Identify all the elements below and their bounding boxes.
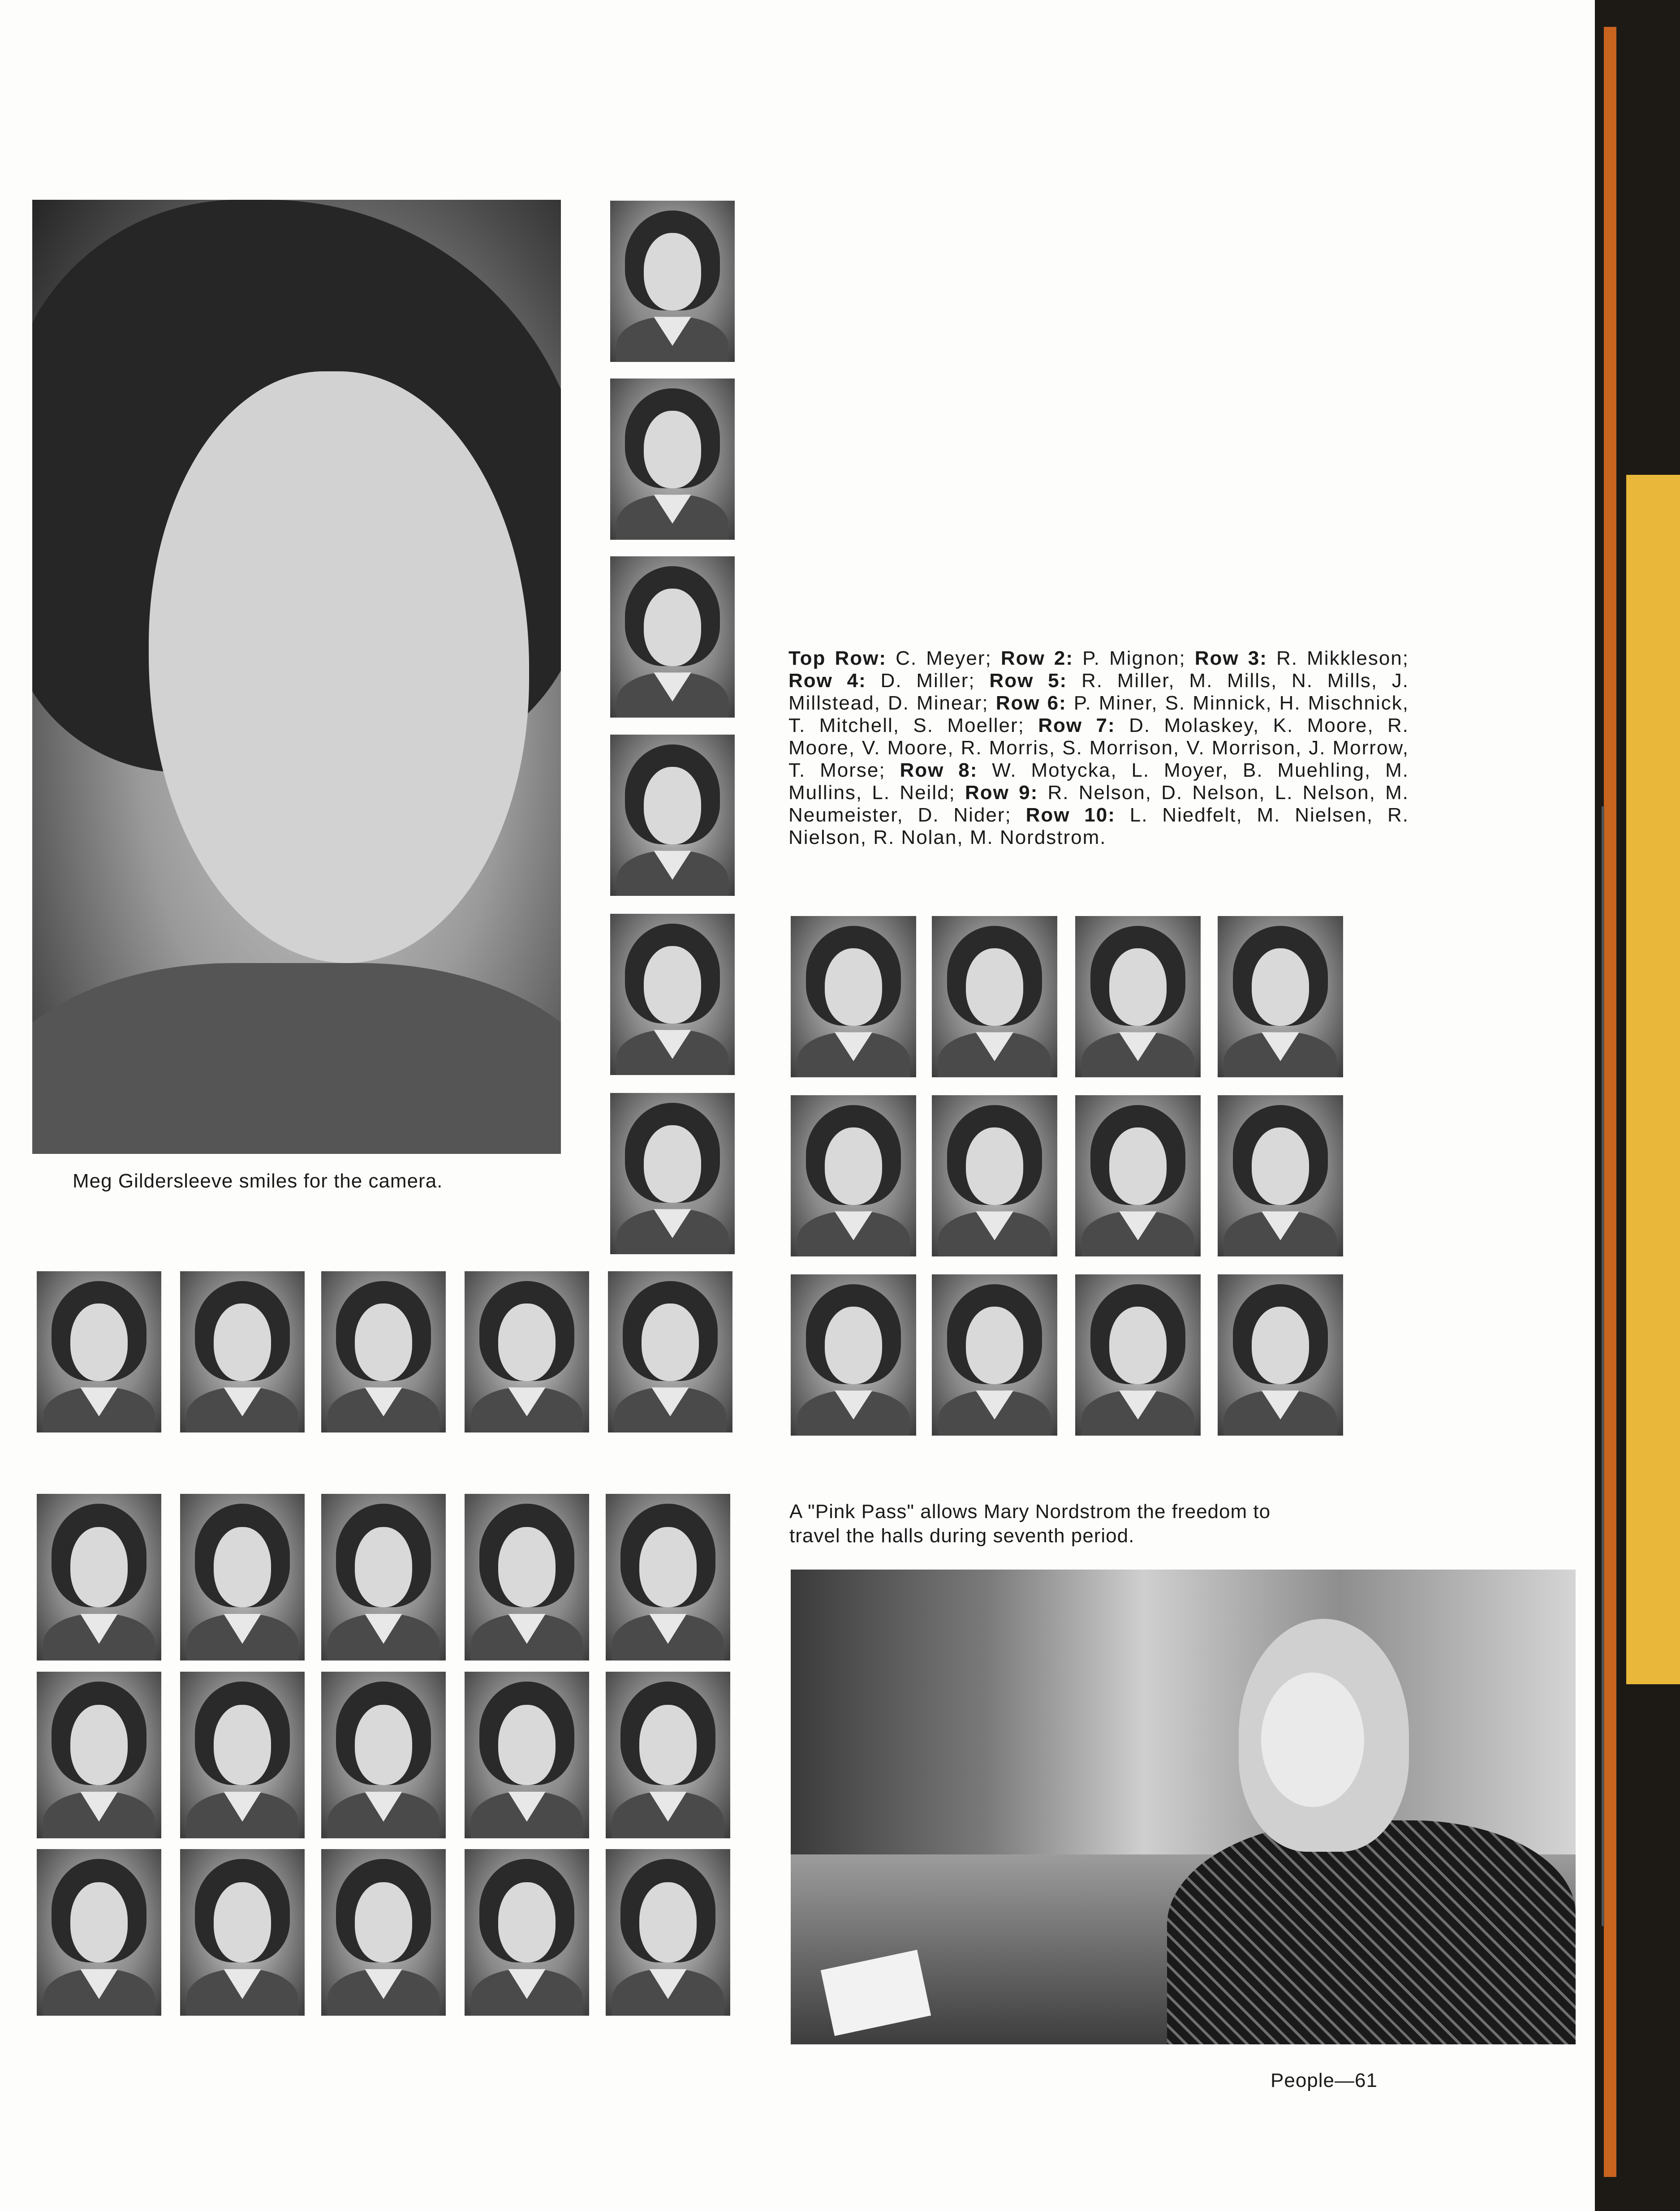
roster-row-label: Row 7: (1038, 714, 1116, 736)
student-portrait (321, 1271, 446, 1432)
student-portrait (37, 1849, 161, 2016)
roster-row-names: D. Molaskey, K. Moore, R. Moore, V. Moore, R. Morris, S. Morrison, V. Morrison, J. Morrow, T. Morse; (788, 714, 1409, 781)
roster-row-label: Row 2: (1000, 647, 1073, 669)
student-portrait (465, 1672, 589, 1838)
student-portrait (180, 1271, 305, 1432)
feature-photo-caption: Meg Gildersleeve smiles for the camera. (73, 1170, 443, 1192)
student-portrait (1218, 1095, 1343, 1256)
student-portrait (37, 1494, 161, 1660)
student-portrait (791, 916, 916, 1077)
student-portrait (791, 1095, 916, 1256)
student-portrait (610, 379, 735, 540)
roster-row-names: R. Nelson, D. Nelson, L. Nelson, M. Neumeister, D. Nider; (788, 782, 1409, 826)
roster-row-label: Row 3: (1194, 647, 1267, 669)
hallway-photo (791, 1570, 1576, 2044)
student-portrait (321, 1672, 446, 1838)
roster-row-label: Top Row: (788, 647, 887, 669)
student-portrait (465, 1271, 589, 1432)
roster-row-names: L. Niedfelt, M. Nielsen, R. Nielson, R. Nolan, M. Nordstrom. (788, 804, 1409, 848)
binding-edge-orange-strip (1604, 27, 1616, 2177)
student-portrait (610, 914, 735, 1075)
page-folio: People—61 (1271, 2069, 1378, 2091)
roster-row-names: R. Miller, M. Mills, N. Mills, J. Millstead, D. Minear; (788, 670, 1409, 714)
student-portrait (465, 1494, 589, 1660)
student-portrait (1075, 1095, 1201, 1256)
student-portrait (321, 1849, 446, 2016)
binding-edge-line (1602, 806, 1604, 1926)
student-portrait (465, 1849, 589, 2016)
roster-row-label: Row 8: (900, 759, 978, 781)
feature-photo (32, 200, 561, 1154)
roster-row-label: Row 9: (965, 782, 1038, 804)
student-portrait (180, 1672, 305, 1838)
student-portrait (606, 1494, 730, 1660)
roster-row-names: W. Motycka, L. Moyer, B. Muehling, M. Mullins, L. Neild; (788, 759, 1409, 804)
student-portrait (610, 735, 735, 896)
student-portrait (606, 1849, 730, 2016)
hall-photo-caption-line1: A "Pink Pass" allows Mary Nordstrom the freedom to (789, 1501, 1271, 1523)
roster-row-names: P. Miner, S. Minnick, H. Mischnick, T. Mitchell, S. Moeller; (788, 692, 1409, 736)
hall-photo-caption-line2: travel the halls during seventh period. (789, 1525, 1135, 1547)
roster-row-label: Row 5: (989, 670, 1068, 692)
roster-row-label: Row 6: (995, 692, 1067, 714)
student-portrait (610, 201, 735, 362)
student-portrait (1075, 916, 1201, 1077)
student-portrait (610, 556, 735, 718)
roster-row-names: C. Meyer; (887, 647, 1001, 669)
binding-edge-yellow-tab (1626, 475, 1680, 1684)
student-portrait (37, 1271, 161, 1432)
student-portrait (932, 1274, 1057, 1436)
student-portrait (932, 916, 1057, 1077)
student-portrait (932, 1095, 1057, 1256)
student-portrait (1075, 1274, 1201, 1436)
roster-row-names: P. Mignon; (1073, 647, 1195, 669)
roster-row-label: Row 10: (1025, 804, 1116, 826)
student-portrait (1218, 1274, 1343, 1436)
student-portrait (610, 1093, 735, 1254)
student-portrait (180, 1849, 305, 2016)
roster-row-label: Row 4: (788, 670, 866, 692)
student-portrait (791, 1274, 916, 1436)
student-portrait (180, 1494, 305, 1660)
student-portrait (37, 1672, 161, 1838)
roster-row-names: D. Miller; (866, 670, 990, 692)
roster-names (788, 647, 1409, 849)
student-portrait (1218, 916, 1343, 1077)
student-portrait (321, 1494, 446, 1660)
student-portrait (608, 1271, 732, 1432)
student-portrait (606, 1672, 730, 1838)
roster-row-names: R. Mikkleson; (1267, 647, 1409, 669)
